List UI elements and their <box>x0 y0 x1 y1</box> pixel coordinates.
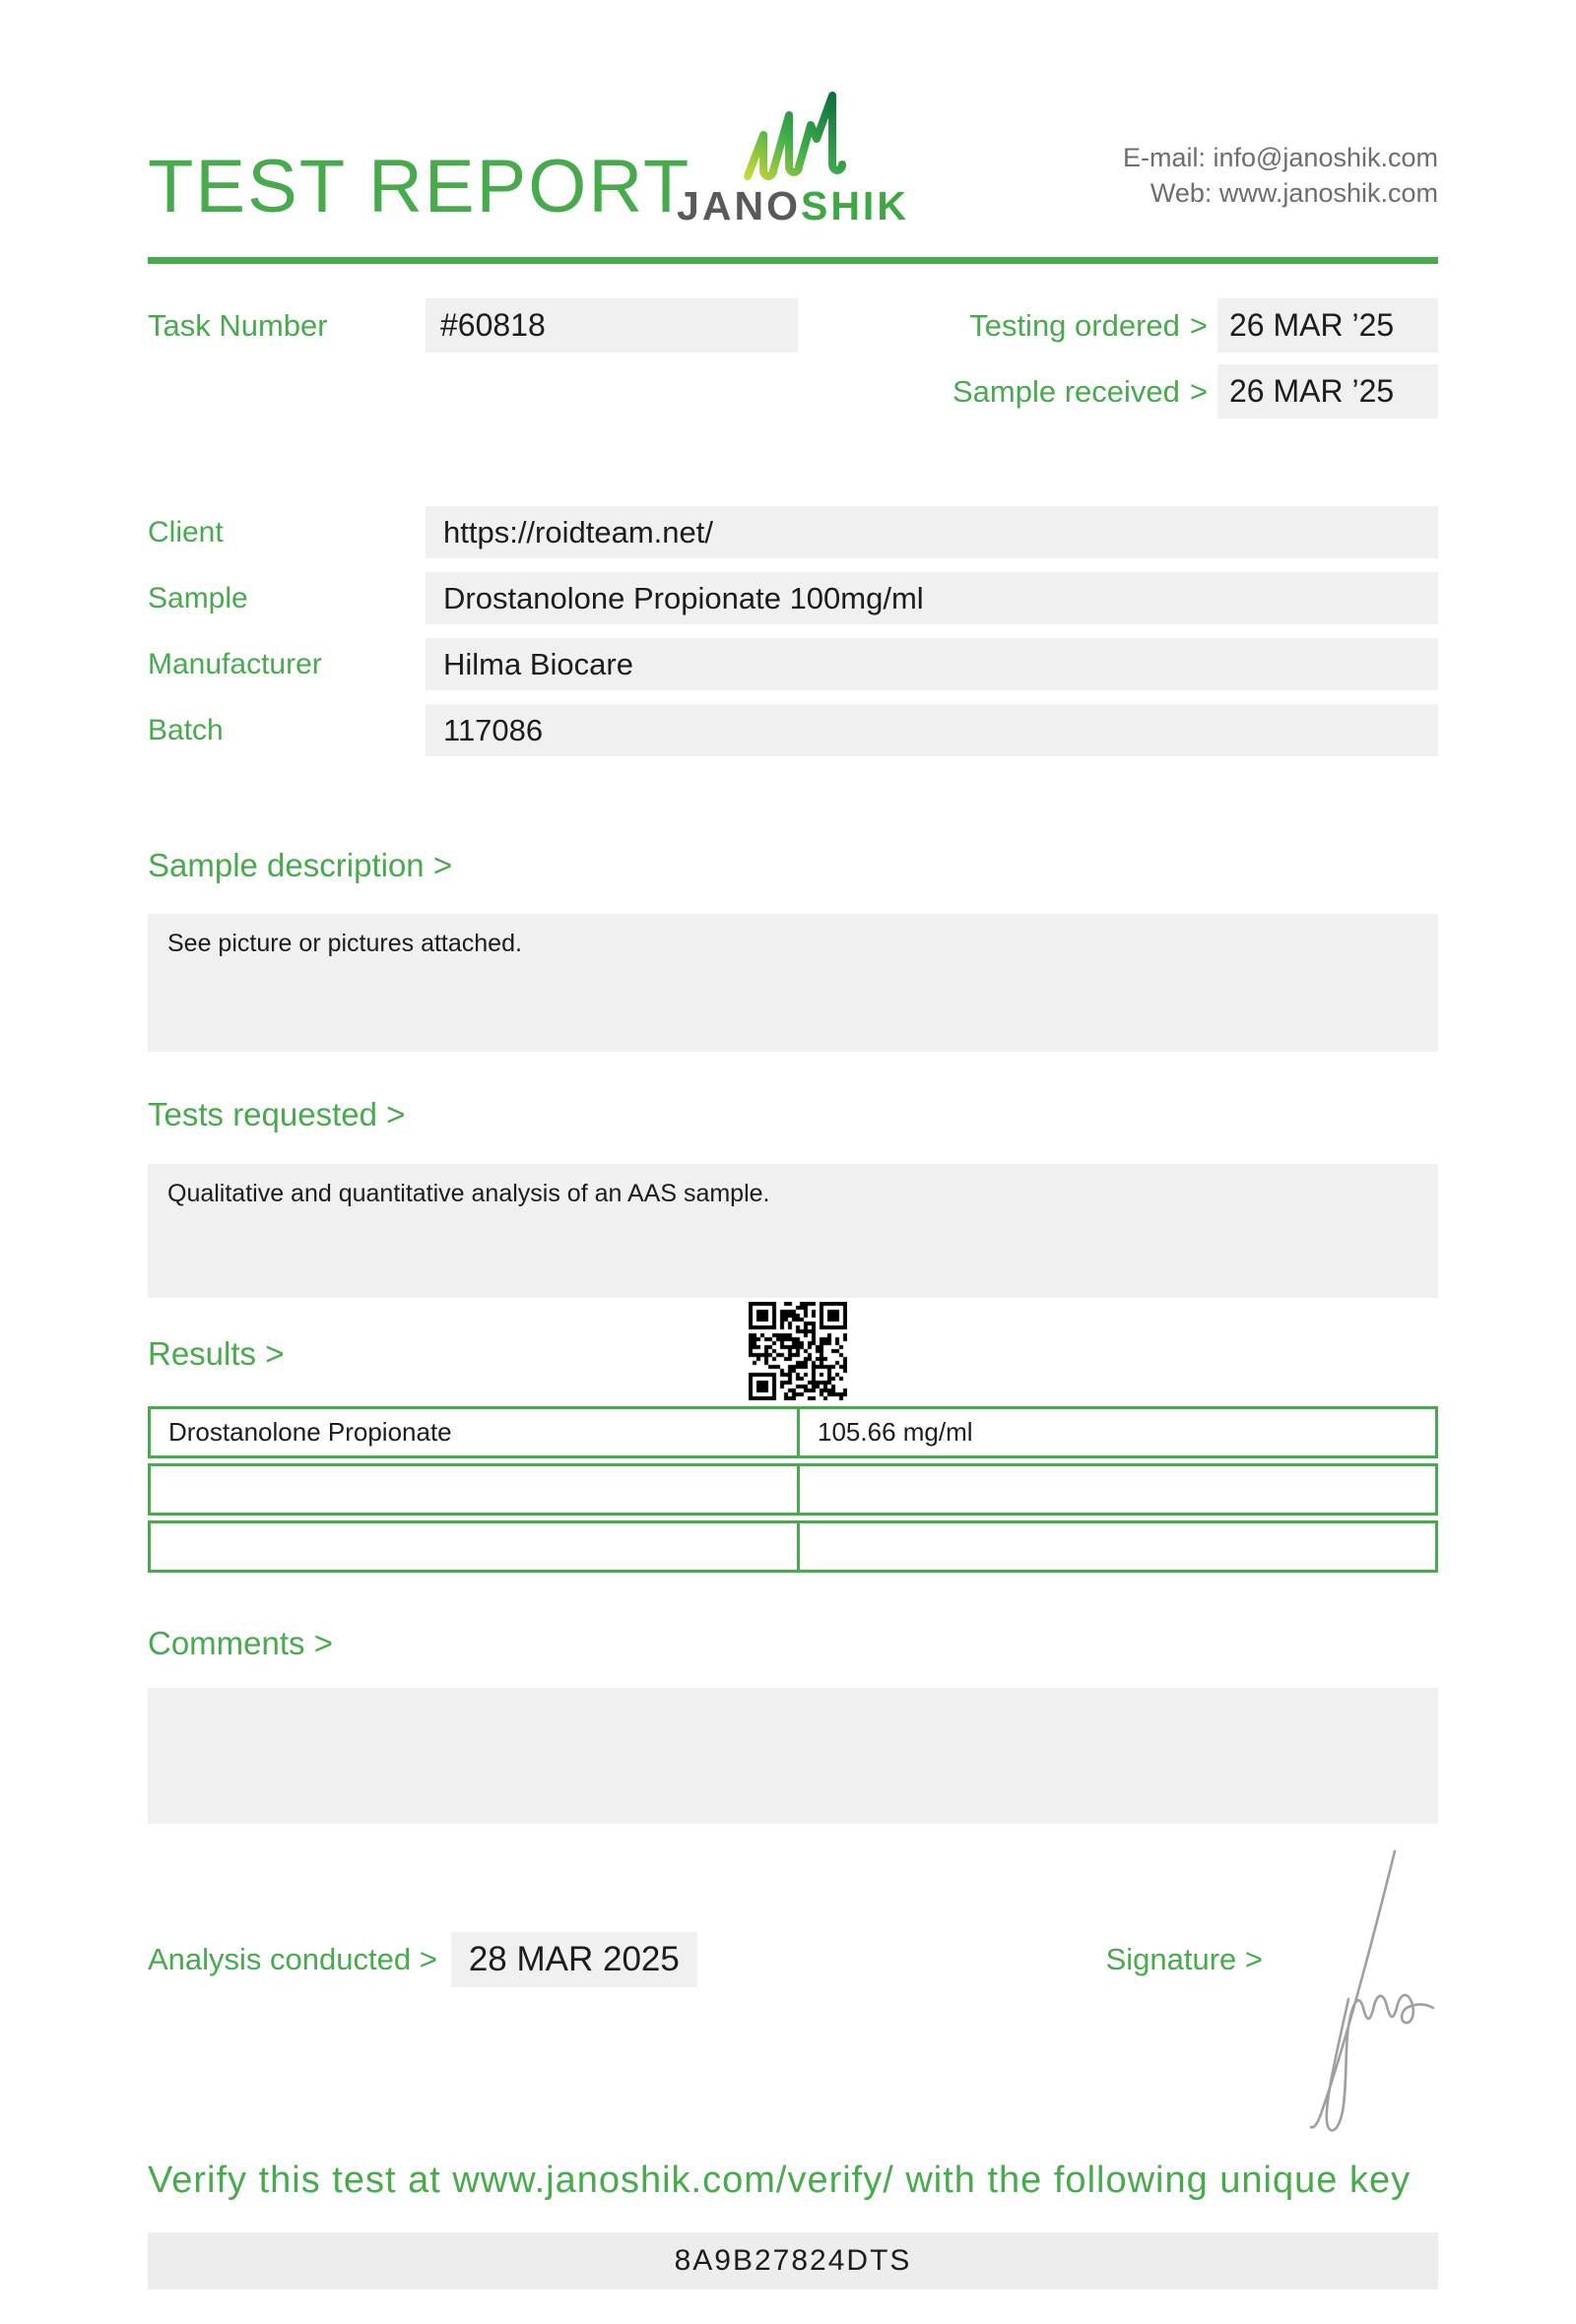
contact-email: E-mail: info@janoshik.com <box>1122 143 1438 172</box>
logo-text-shik: SHIK <box>800 183 909 228</box>
result-substance <box>151 1523 797 1570</box>
sample-info-section <box>148 506 1438 770</box>
results-table <box>148 1406 1438 1578</box>
growth-chart-icon <box>738 88 848 182</box>
client-value: https://roidteam.net/ <box>426 506 1438 558</box>
contact-info <box>1123 140 1438 211</box>
unique-key: 8A9B27824DTS <box>148 2232 1438 2290</box>
task-section <box>148 298 1438 430</box>
sample-received-date: 26 MAR ’25 <box>1217 364 1438 419</box>
result-substance: Drostanolone Propionate <box>168 1417 452 1447</box>
info-row-sample <box>148 572 1438 624</box>
table-row <box>148 1406 1438 1458</box>
testing-ordered-label: Testing ordered <box>969 307 1180 343</box>
result-concentration: 105.66 mg/ml <box>797 1409 1435 1455</box>
info-row-manufacturer <box>148 638 1438 690</box>
info-row-batch <box>148 704 1438 756</box>
header-divider <box>148 257 1438 264</box>
result-concentration <box>797 1523 1435 1570</box>
manufacturer-label: Manufacturer <box>148 647 322 680</box>
analysis-date: 28 MAR 2025 <box>451 1932 697 1987</box>
chevron-right-icon: > <box>1189 373 1208 409</box>
janoshik-logo <box>677 88 909 226</box>
results-heading: Results > <box>148 1335 285 1372</box>
header <box>148 65 1438 226</box>
comments-box <box>148 1688 1438 1824</box>
analysis-conducted-label: Analysis conducted > <box>148 1942 437 1976</box>
verify-instruction: Verify this test at www.janoshik.com/verify/ with the following unique key <box>148 2160 1412 2201</box>
info-row-client <box>148 506 1438 558</box>
sample-description-heading: Sample description > <box>148 847 453 883</box>
logo-text-jano: JANO <box>677 183 801 228</box>
signature-label: Signature > <box>1105 1942 1263 1976</box>
batch-label: Batch <box>148 713 224 746</box>
sample-value: Drostanolone Propionate 100mg/ml <box>426 572 1438 624</box>
analysis-row <box>148 1932 1438 1987</box>
task-number-row <box>148 298 798 353</box>
sample-received-row <box>890 364 1438 419</box>
tests-requested-heading: Tests requested > <box>148 1096 406 1132</box>
page-title: TEST REPORT <box>148 145 691 228</box>
contact-web: Web: www.janoshik.com <box>1149 178 1438 208</box>
client-label: Client <box>148 515 224 549</box>
dates-column <box>890 298 1438 430</box>
logo-wordmark <box>677 183 909 228</box>
batch-value: 117086 <box>426 704 1438 756</box>
result-concentration <box>797 1466 1435 1513</box>
qr-code <box>749 1302 847 1400</box>
handwritten-signature <box>1276 1843 1443 2144</box>
task-number-label: Task Number <box>148 307 328 343</box>
manufacturer-value: Hilma Biocare <box>426 638 1438 690</box>
comments-heading: Comments > <box>148 1625 333 1661</box>
table-row <box>148 1520 1438 1573</box>
sample-description-box: See picture or pictures attached. <box>148 914 1438 1052</box>
testing-ordered-date: 26 MAR ’25 <box>1217 298 1438 353</box>
testing-ordered-row <box>890 298 1438 353</box>
task-number-value: #60818 <box>426 298 798 353</box>
sample-received-label: Sample received <box>952 373 1180 409</box>
chevron-right-icon: > <box>1189 307 1208 343</box>
tests-requested-box: Qualitative and quantitative analysis of an AAS sample. <box>148 1164 1438 1298</box>
table-row <box>148 1463 1438 1516</box>
result-substance <box>151 1466 797 1513</box>
sample-label: Sample <box>148 581 248 614</box>
